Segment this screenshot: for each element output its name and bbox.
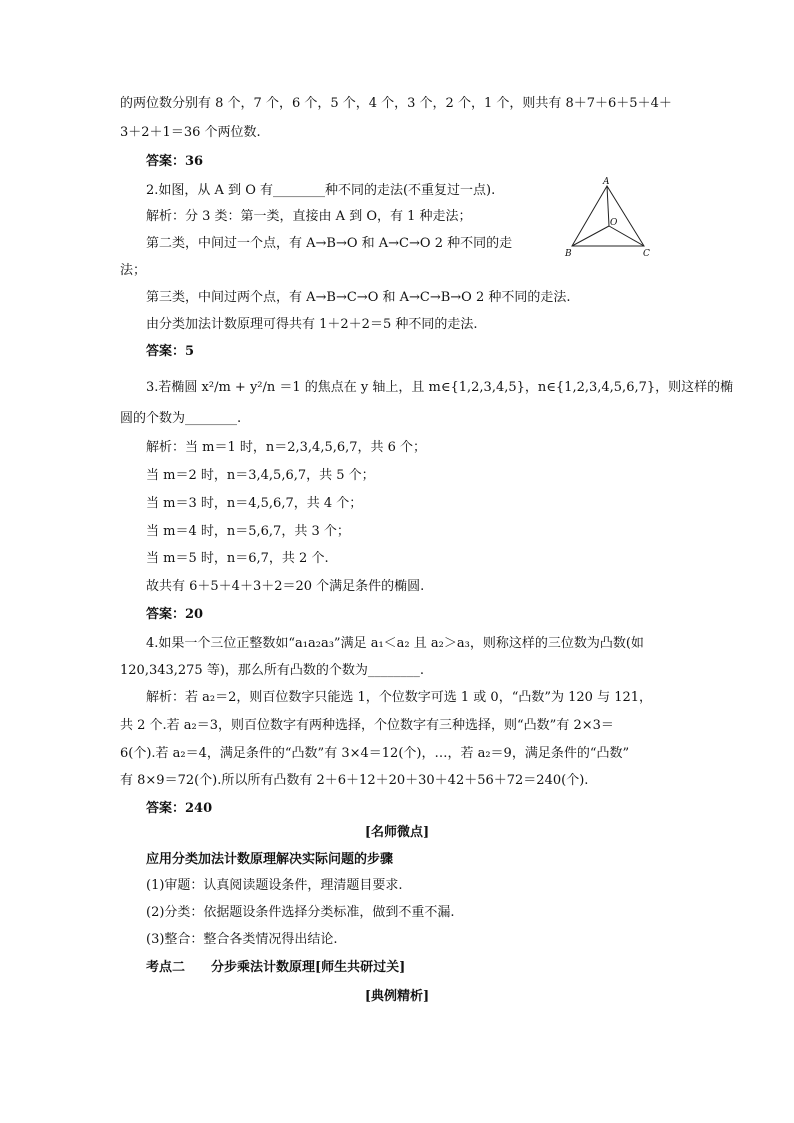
text-line: 120,343,275 等)，那么所有凸数的个数为________. (120, 663, 425, 678)
text-line: 由分类加法计数原理可得共有 1＋2＋2＝5 种不同的走法. (146, 317, 478, 332)
section-heading: [名师微点] (364, 825, 430, 840)
text-line: (2)分类：依据题设条件选择分类标准，做到不重不漏. (146, 905, 455, 920)
text-line: 解析：当 m＝1 时，n＝2,3,4,5,6,7，共 6 个； (146, 440, 427, 455)
text-line: 第三类，中间过两个点，有 A→B→C→O 和 A→C→B→O 2 种不同的走法. (146, 290, 571, 305)
text-line: 解析：分 3 类：第一类，直接由 A 到 O，有 1 种走法； (146, 209, 472, 224)
subheading: 应用分类加法计数原理解决实际问题的步骤 (146, 852, 394, 867)
text-line: 3＋2＋1＝36 个两位数. (120, 125, 261, 140)
label-c: C (643, 249, 650, 259)
section-title: 考点二 分步乘法计数原理[师生共研过关] (146, 960, 406, 975)
text-line: 圆的个数为________. (120, 411, 242, 426)
answer-line: 答案：36 (146, 154, 204, 169)
text-line: 当 m＝2 时，n＝3,4,5,6,7，共 5 个； (146, 468, 375, 483)
text-line: 有 8×9＝72(个).所以所有凸数有 2＋6＋12＋20＋30＋42＋56＋72＝240(个). (120, 773, 589, 788)
text-line: 法； (120, 263, 147, 278)
answer-line: 答案：5 (146, 344, 195, 359)
answer-line: 答案：20 (146, 607, 204, 622)
text-line: 当 m＝3 时，n＝4,5,6,7，共 4 个； (146, 496, 363, 511)
segment-co (609, 226, 644, 246)
label-b: B (565, 249, 572, 259)
text-line: 6(个).若 a₂＝4，满足条件的“凸数”有 3×4＝12(个)，…，若 a₂＝9，满足条件的“凸数” (120, 746, 630, 761)
question-line: 2.如图，从 A 到 O 有________种不同的走法(不重复过一点). (146, 183, 496, 198)
text-line: 当 m＝4 时，n＝5,6,7，共 3 个； (146, 524, 350, 539)
question-line: 4.如果一个三位正整数如“a₁a₂a₃”满足 a₁＜a₂ 且 a₂＞a₃，则称这样的三位数为凸数(如 (146, 636, 644, 651)
section-heading: [典例精析] (364, 989, 430, 1004)
text-line: 解析：若 a₂＝2，则百位数字只能选 1，个位数字可选 1 或 0，“凸数”为 120 与 121， (146, 690, 653, 705)
text-line: 当 m＝5 时，n＝6,7，共 2 个. (146, 551, 329, 566)
label-o: O (610, 218, 618, 228)
text-line: (3)整合：整合各类情况得出结论. (146, 932, 338, 947)
text-line: 共 2 个.若 a₂＝3，则百位数字有两种选择，个位数字有三种选择，则“凸数”有 2×3＝ (120, 718, 614, 733)
text-line: 的两位数分别有 8 个，7 个，6 个，5 个，4 个，3 个，2 个，1 个，则共有 8＋7＋6＋5＋4＋ (120, 96, 672, 111)
text-line: 第二类，中间过一个点，有 A→B→O 和 A→C→O 2 种不同的走 (146, 236, 513, 251)
segment-ao (607, 186, 609, 226)
answer-line: 答案：240 (146, 801, 213, 816)
question-line: 3.若椭圆 x²/m + y²/n ＝1 的焦点在 y 轴上，且 m∈{1,2,3,4,5}，n∈{1,2,3,4,5,6,7}，则这样的椭 (146, 380, 734, 395)
text-line: (1)审题：认真阅读题设条件，理清题目要求. (146, 878, 403, 893)
text-line: 故共有 6＋5＋4＋3＋2＝20 个满足条件的椭圆. (146, 579, 425, 594)
label-a: A (603, 177, 610, 187)
triangle-figure (562, 174, 662, 260)
